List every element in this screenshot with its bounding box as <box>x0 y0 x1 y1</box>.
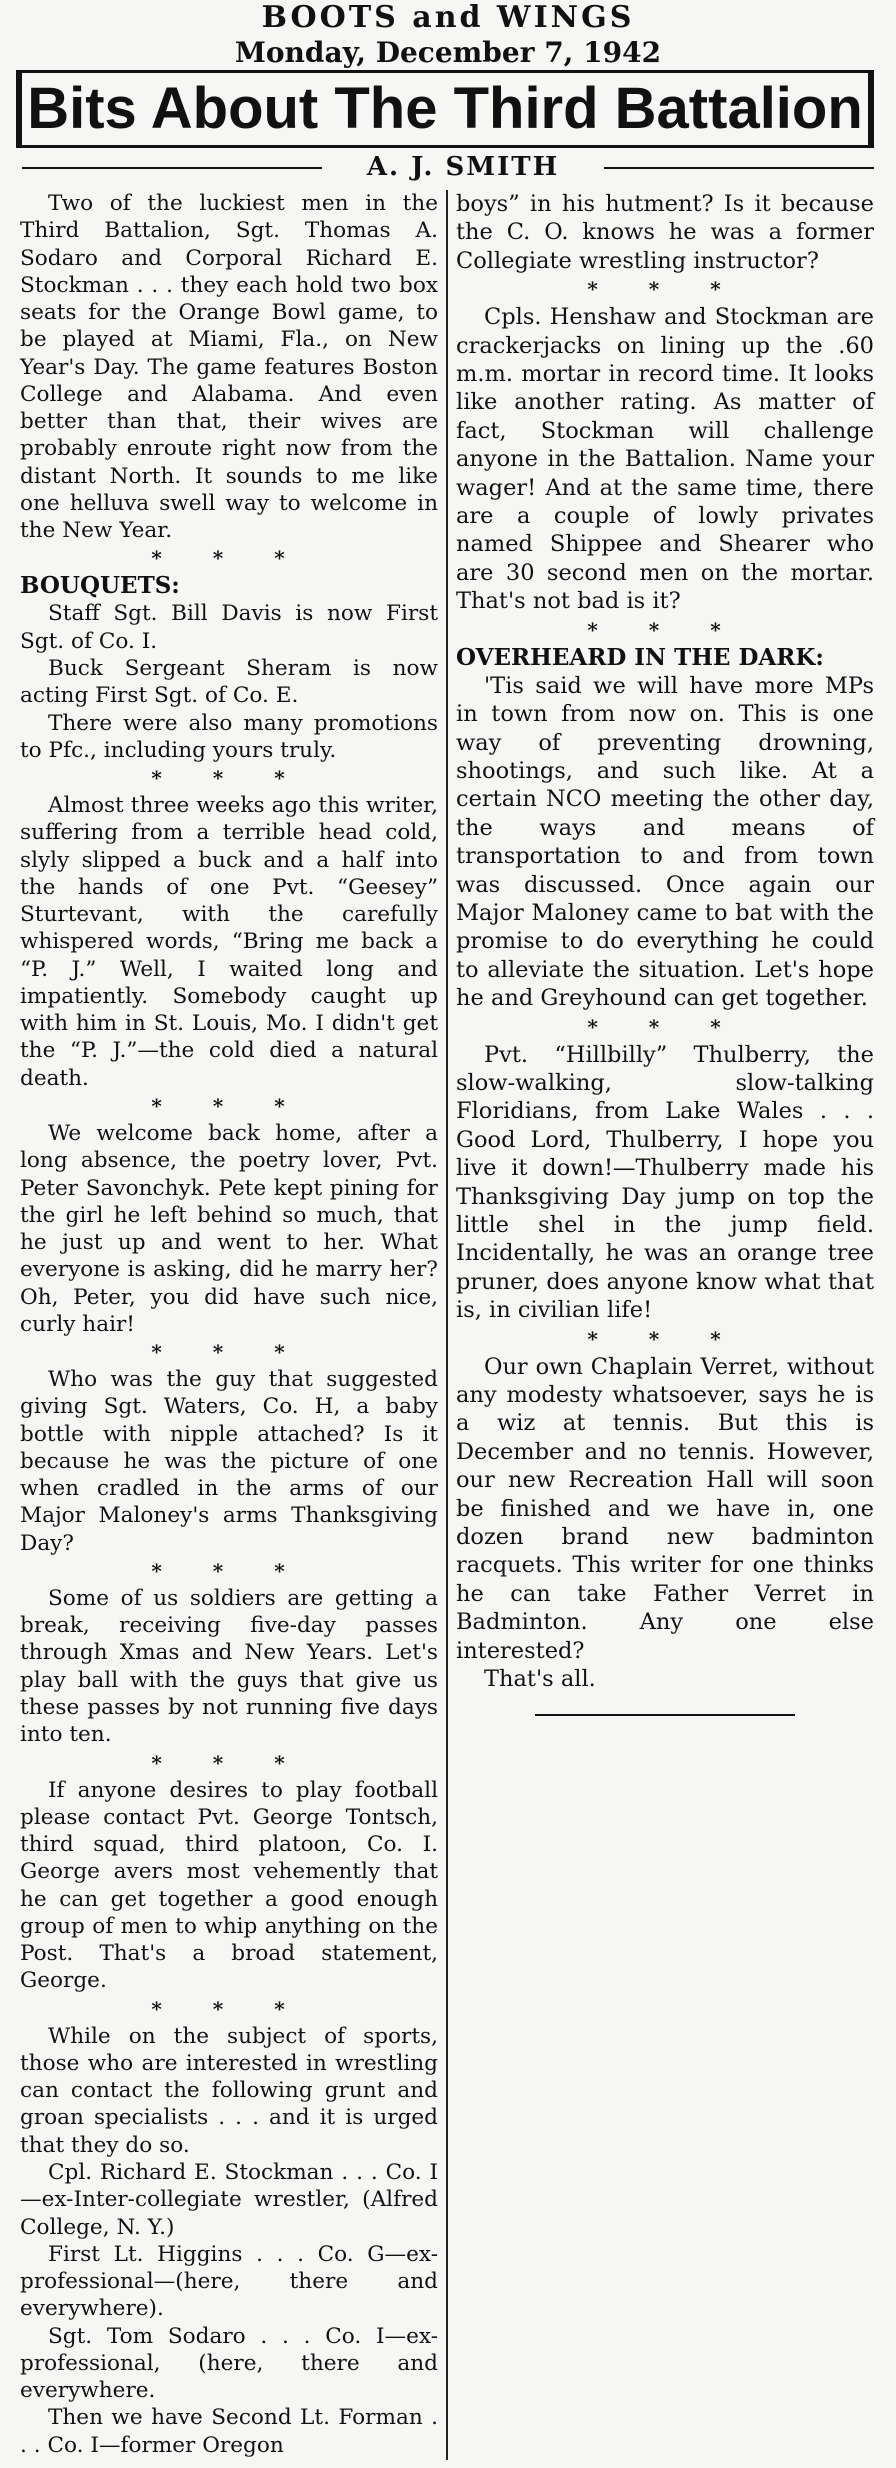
paragraph-football: If anyone desires to play football please contact Pvt. George Tontsch, third squad, third platoon, Co. I. George avers most vehemently that he can get together a good enough group of men to whip anything on the Post. That's a broad statement, George. <box>20 1777 438 1994</box>
separator: * * * <box>587 1014 743 1039</box>
byline-rule-left <box>22 167 322 169</box>
heading-bouquets: BOUQUETS: <box>20 572 180 600</box>
paragraph-stockman: Cpl. Richard E. Stockman . . . Co. I—ex-Inter-collegiate wrestler, (Alfred College, N. Y.) <box>20 2160 438 2240</box>
paragraph-mps: 'Tis said we will have more MPs in town from now on. This is one way of preventing drowning, shootings, and such like. At a certain NCO meeting the other day, the ways and means of transportation to and from town was discussed. Once again our Major Maloney came to bat with the promise to do everything he could to alleviate the situation. Let's hope he and Greyhound can get together. <box>456 672 874 1012</box>
paragraph-higgins: First Lt. Higgins . . . Co. G—ex-professional—(here, there and everywhere). <box>20 2241 438 2322</box>
separator: * * * <box>151 1340 307 1365</box>
paragraph-wrestling: While on the subject of sports, those who are interested in wrestling can contact the following grunt and groan specialists . . . and it is urged that they do so. <box>20 2023 438 2158</box>
paragraph-savonchyk: We welcome back home, after a long absence, the poetry lover, Pvt. Peter Savonchyk. Pete kept pining for the girl he left behind so much, that he just up and went to her. What everyone is asking, did he marry her? Oh, Peter, you did have such nice, curly hair! <box>20 1120 438 1337</box>
paragraph-head-cold: Almost three weeks ago this writer, suffering from a terrible head cold, slyly slipped a buck and a half into the hands of one Pvt. “Geesey” Sturtevant, with the carefully whispered words, “Bring me back a “P. J.” Well, I waited long and impatiently. Somebody caught up with him in St. Louis, Mo. I didn't get the “P. J.”—the cold died a natural death. <box>20 793 438 1091</box>
article-title: Bits About The Third Battalion <box>16 70 874 148</box>
paragraph-baby-bottle: Who was the guy that suggested giving Sgt. Waters, Co. H, a baby bottle with nipple attached? Is it because he was the picture of one when cradled in the arms of our Major Maloney's arms Thanksgiving Day? <box>20 1367 438 1556</box>
separator: * * * <box>587 277 743 302</box>
masthead: BOOTS and WINGS <box>261 0 635 35</box>
paragraph-davis: Staff Sgt. Bill Davis is now First Sgt. of Co. I. <box>20 601 438 654</box>
paragraph-mortar: Cpls. Henshaw and Stockman are crackerjacks on lining up the .60 m.m. mortar in record time. It looks like another rating. As matter of fact, Stockman will challenge anyone in the Battalion. Name your wager! And at the same time, there are a couple of lowly privates named Shippee and Shearer who are 30 second men on the mortar. That's not bad is it? <box>456 304 874 615</box>
byline-row <box>0 150 896 184</box>
paragraph-hutment: boys” in his hutment? Is it because the C. O. knows he was a former Collegiate wrestling instructor? <box>456 191 874 274</box>
separator: * * * <box>151 1996 307 2021</box>
paragraph-sodaro: Sgt. Tom Sodaro . . . Co. I—ex-professional, (here, there and everywhere. <box>20 2323 438 2404</box>
byline: A. J. SMITH <box>366 152 560 182</box>
issue-date: Monday, December 7, 1942 <box>234 36 662 69</box>
paragraph-sheram: Buck Sergeant Sheram is now acting First Sgt. of Co. E. <box>20 655 438 709</box>
column-divider <box>446 190 448 2460</box>
paragraph-orange-bowl: Two of the luckiest men in the Third Battalion, Sgt. Thomas A. Sodaro and Corporal Richard E. Stockman . . . they each hold two box seats for the Orange Bowl game, to be played at Miami, Fla., on New Year's Day. The game features Boston College and Alabama. And even better than that, their wives are probably enroute right now from the distant North. It sounds to me like one helluva swell way to welcome in the New Year. <box>20 191 438 544</box>
separator: * * * <box>151 1750 307 1775</box>
separator: * * * <box>587 1326 743 1351</box>
right-column <box>456 190 874 1716</box>
heading-overheard: OVERHEARD IN THE DARK: <box>456 643 824 671</box>
paragraph-thats-all: That's all. <box>484 1666 596 1693</box>
end-rule <box>535 1714 795 1716</box>
separator: * * * <box>151 1093 307 1118</box>
paragraph-passes: Some of us soldiers are getting a break, receiving five-day passes through Xmas and New Years. Let's play ball with the guys that give us these passes by not running five days into ten. <box>20 1585 438 1748</box>
byline-rule-right <box>604 167 874 169</box>
left-column <box>20 190 438 2459</box>
paragraph-thulberry: Pvt. “Hillbilly” Thulberry, the slow-walking, slow-talking Floridians, from Lake Wales . . . Good Lord, Thulberry, I hope you live it down!—Thulberry made his Thanksgiving Day jump on top the little shel in the jump field. Incidentally, he was an orange tree pruner, does anyone know what that is, in civilian life! <box>456 1041 874 1324</box>
separator: * * * <box>151 546 307 571</box>
separator: * * * <box>151 766 307 791</box>
separator: * * * <box>151 1558 307 1583</box>
paragraph-verret: Our own Chaplain Verret, without any modesty whatsoever, says he is a wiz at tennis. But this is December and no tennis. However, our new Recreation Hall will soon be finished and we have in, one dozen brand new badminton racquets. This writer for one thinks he can take Father Verret in Badminton. Any one else interested? <box>456 1353 874 1664</box>
separator: * * * <box>587 617 743 642</box>
paragraph-promotions: There were also many promotions to Pfc., including yours truly. <box>20 710 438 763</box>
paragraph-forman: Then we have Second Lt. Forman . . . Co. I—former Oregon <box>20 2405 438 2458</box>
